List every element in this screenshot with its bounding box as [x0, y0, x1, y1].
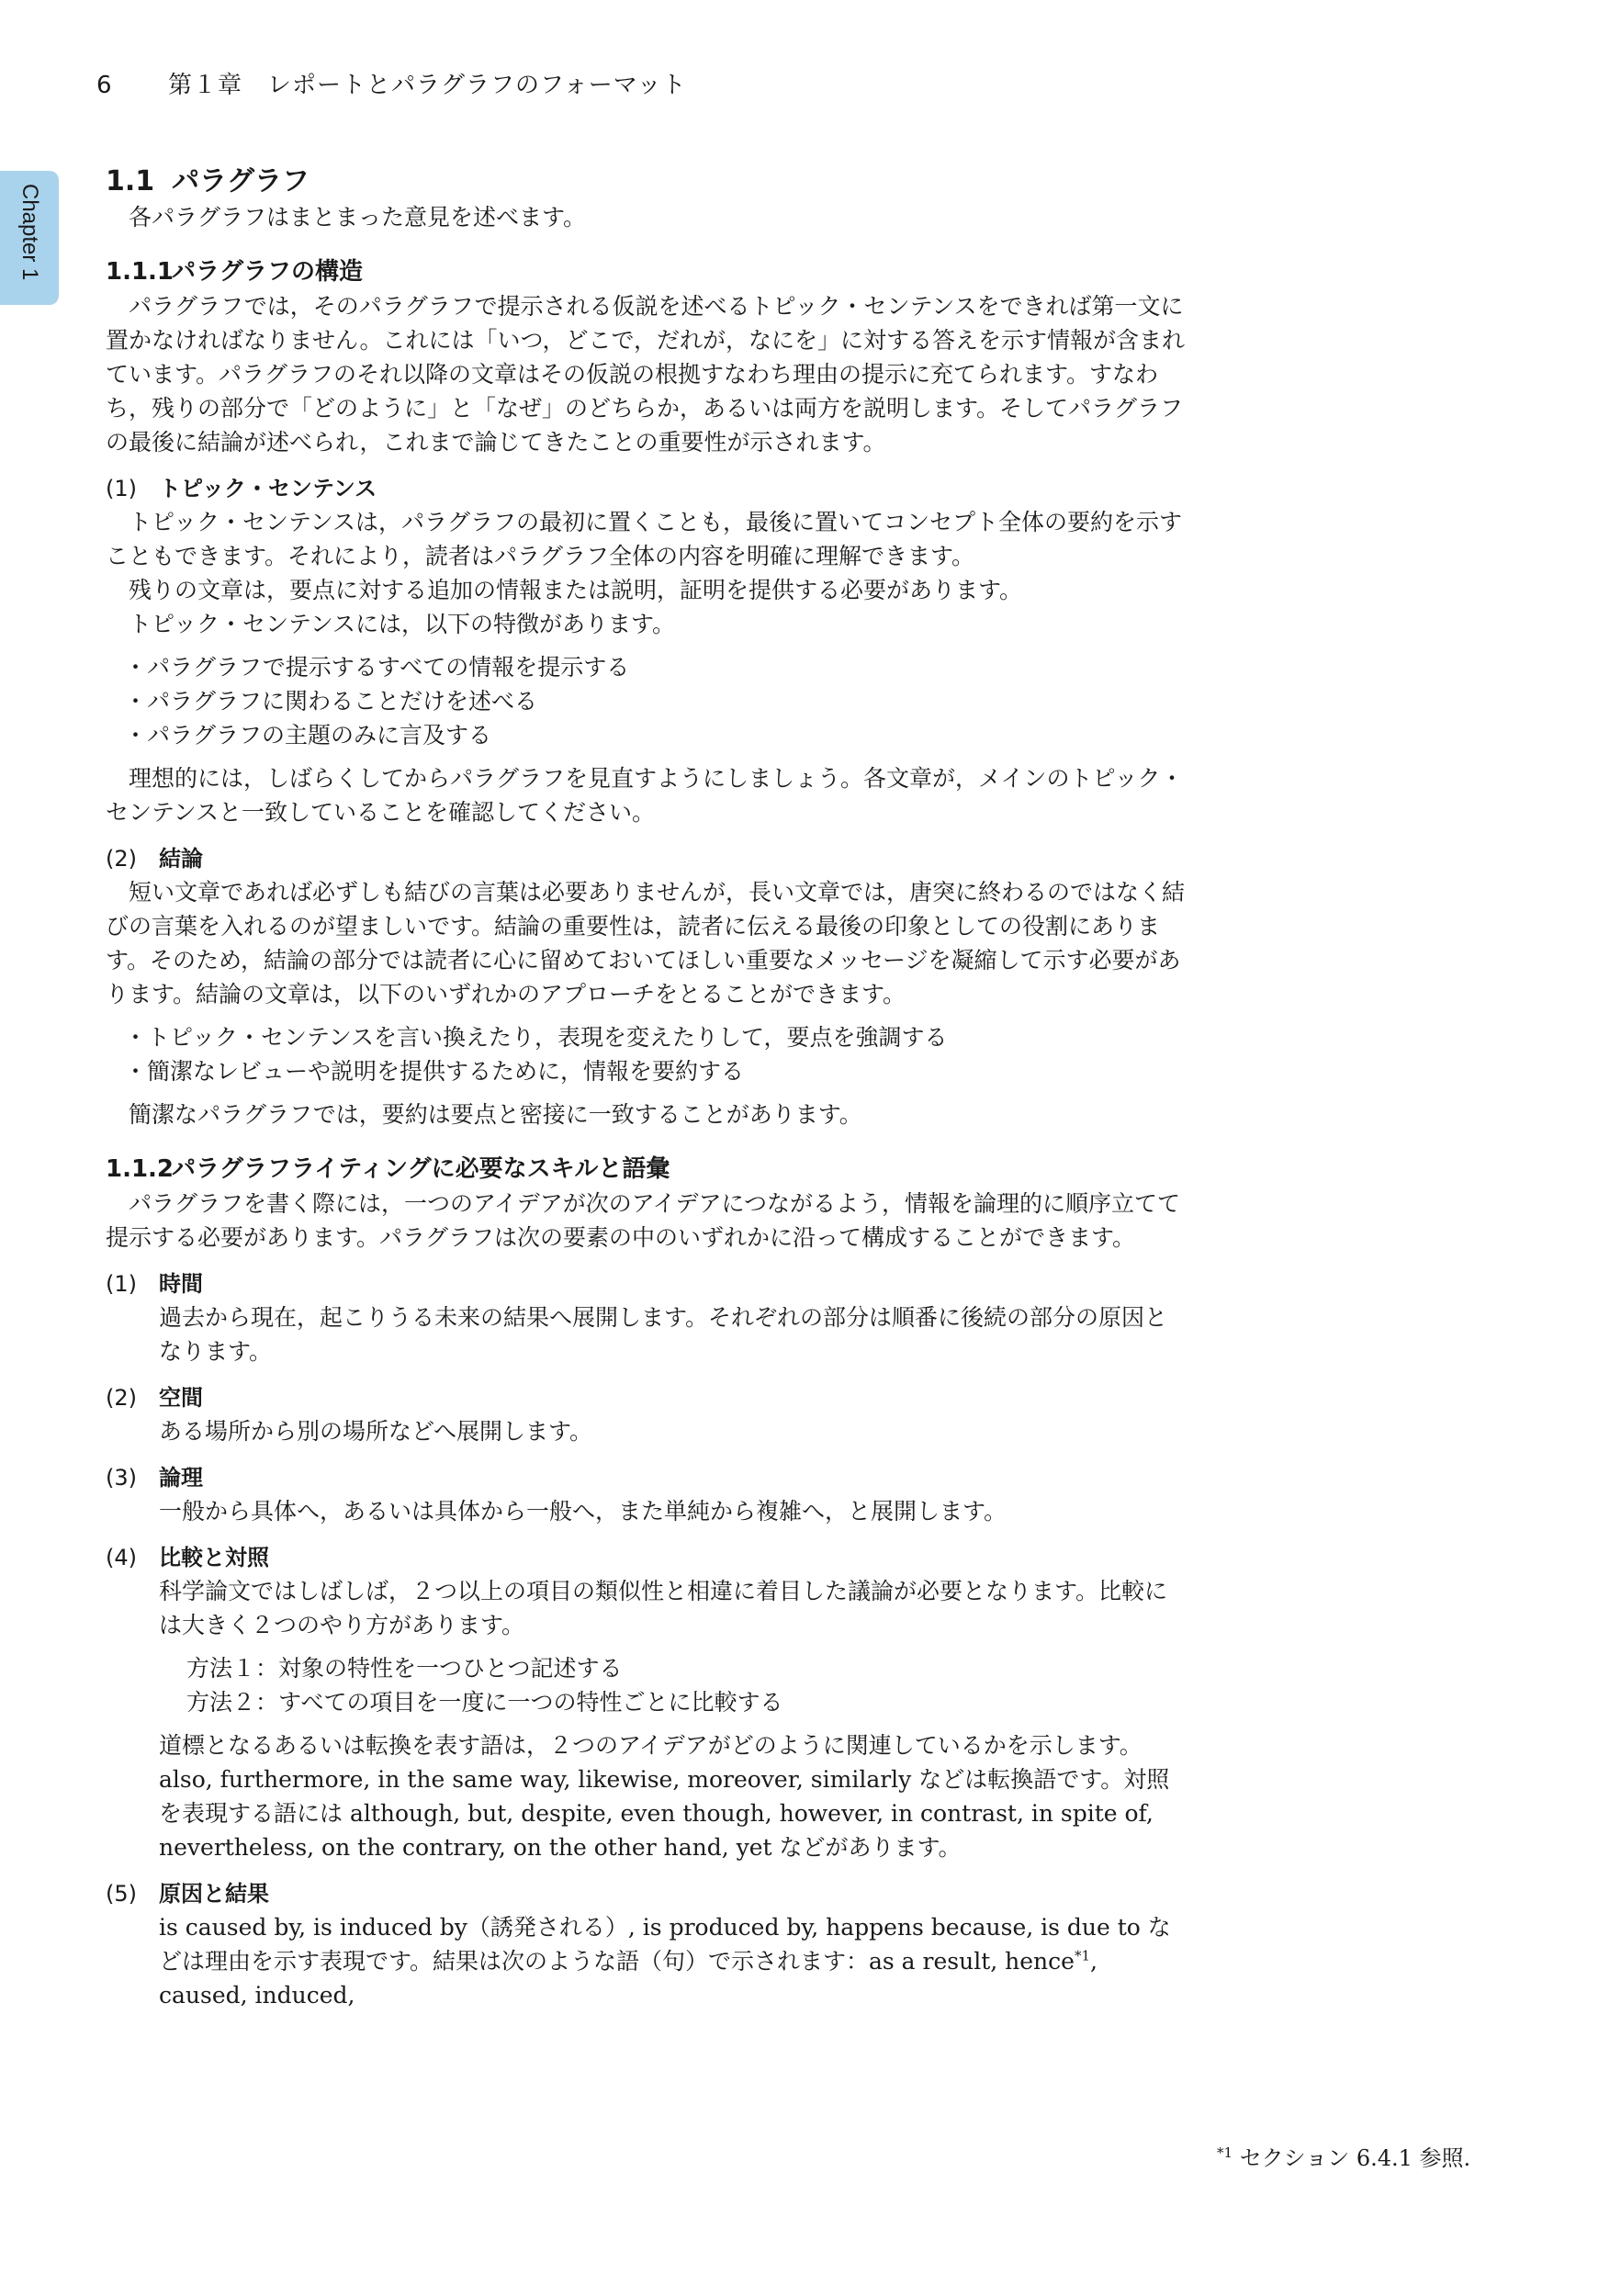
item-body: [106, 1574, 1189, 1864]
page-number: 6: [96, 72, 113, 99]
item-heading: [106, 1877, 1189, 1910]
list-item: ・ パラグラフに関わることだけを述べる: [124, 684, 1189, 718]
item-body: [106, 1414, 1189, 1448]
text-run: is caused by, is induced by（誘発される）, is produced by, happens because, is due to などは理由を示す表現です。結果は次のような語（句）で示されます：as a result, hence: [159, 1914, 1171, 1975]
item-body: [106, 1300, 1189, 1368]
item-number: (2): [106, 1385, 137, 1411]
section-number: 1.1: [106, 165, 155, 197]
paragraph: 短い文章であれば必ずしも結びの言葉は必要ありませんが，長い文章では，唐突に終わるのではなく結びの言葉を入れるのが望ましいです。結論の重要性は，読者に伝える最後の印象としての役割にあります。そのため，結論の部分では読者に心に留めておいてほしい重要なメッセージを凝縮して示す必要があります。結論の文章は，以下のいずれかのアプローチをとることができます。: [106, 879, 1186, 1007]
text-run: , caused, induced,: [159, 1948, 1098, 2009]
section-heading: [106, 163, 1189, 200]
paragraph: 理想的には，しばらくしてからパラグラフを見直すようにしましょう。各文章が，メインのトピック・センテンスと一致していることを確認してください。: [106, 765, 1184, 826]
item-heading: [106, 1461, 1189, 1494]
topic-title: トピック・センテンス: [159, 476, 377, 501]
subsection-title: パラグラフの構造: [172, 258, 364, 286]
conclusion-title: 結論: [159, 846, 203, 872]
item-title: 原因と結果: [159, 1881, 269, 1907]
item-title: 比較と対照: [159, 1545, 269, 1570]
item-number: (3): [106, 1465, 137, 1491]
item-number: (4): [106, 1545, 137, 1570]
running-head-title: 第１章 レポートとパラグラフのフォーマット: [168, 72, 687, 99]
subsection-title: パラグラフライティングに必要なスキルと語彙: [172, 1155, 670, 1183]
footnote: [1217, 2142, 1470, 2175]
paragraph: トピック・センテンスには，以下の特徴があります。: [129, 611, 676, 637]
section-intro: 各パラグラフはまとまった意見を述べます。: [129, 204, 587, 231]
method-line: 方法２：すべての項目を一度に一つの特性ごとに比較する: [186, 1689, 783, 1716]
item-body: [106, 1494, 1189, 1528]
paragraph: ある場所から別の場所などへ展開します。: [159, 1418, 593, 1445]
bullet-list: [106, 650, 1189, 752]
list-item: ・ パラグラフの主題のみに言及する: [124, 718, 1189, 752]
list-item: ・ トピック・センテンスを言い換えたり，表現を変えたりして，要点を強調する: [124, 1020, 1189, 1054]
paragraph: 過去から現在，起こりうる未来の結果へ展開します。それぞれの部分は順番に後続の部分の原因となります。: [159, 1304, 1168, 1365]
subsection-number: 1.1.1: [106, 258, 174, 286]
item-heading: [106, 1267, 1189, 1300]
paragraph: 道標となるあるいは転換を表す語は，２つのアイデアがどのように関連しているかを示します。also, furthermore, in the same way, likewise, moreover, similarly などは転換語です。対照を表現する語には although, but, despite, even though, however, in contrast, in spite of, nevertheless, on the contrary, on the other hand, yet などがあります。: [159, 1732, 1170, 1861]
paragraph: [159, 1910, 1189, 2012]
footnote-text: セクション 6.4.1 参照.: [1239, 2145, 1471, 2171]
item-body: [106, 1910, 1189, 2012]
item-heading: [106, 1541, 1189, 1574]
item-number: (5): [106, 1881, 137, 1907]
subsection-heading: [106, 1152, 1189, 1187]
list-item: ・ パラグラフで提示するすべての情報を提示する: [124, 650, 1189, 684]
paragraph: パラグラフを書く際には，一つのアイデアが次のアイデアにつながるよう，情報を論理的に順序立てて提示する必要があります。パラグラフは次の要素の中のいずれかに沿って構成することができます。: [106, 1190, 1181, 1251]
list-item: ・ 簡潔なレビューや説明を提供するために，情報を要約する: [124, 1054, 1189, 1088]
conclusion-heading: [106, 842, 1189, 875]
paragraph: 一般から具体へ，あるいは具体から一般へ，また単純から複雑へ，と展開します。: [159, 1498, 1007, 1525]
chapter-tab: [0, 171, 59, 305]
footnote-mark: *1: [1217, 2144, 1233, 2161]
subsection-heading: [106, 254, 1189, 289]
item-heading: [106, 1381, 1189, 1414]
main-content: [106, 163, 1189, 2012]
paragraph: 簡潔なパラグラフでは，要約は要点と密接に一致することがあります。: [129, 1101, 862, 1128]
item-title: 空間: [159, 1385, 203, 1411]
subsection-number: 1.1.2: [106, 1155, 174, 1183]
methods-list: [159, 1651, 1189, 1719]
method-line: 方法１：対象の特性を一つひとつ記述する: [186, 1655, 623, 1682]
chapter-tab-label: Chapter 1: [17, 184, 42, 281]
paragraph: 残りの文章は，要点に対する追加の情報または説明，証明を提供する必要があります。: [129, 577, 1023, 603]
paragraph: トピック・センテンスは，パラグラフの最初に置くことも，最後に置いてコンセプト全体の要約を示すこともできます。それにより，読者はパラグラフ全体の内容を明確に理解できます。: [106, 509, 1183, 569]
item-title: 時間: [159, 1271, 203, 1297]
paragraph: 科学論文ではしばしば，２つ以上の項目の類似性と相違に着目した議論が必要となります。比較には大きく２つのやり方があります。: [159, 1578, 1168, 1638]
bullet-list: [106, 1020, 1189, 1088]
running-head: [96, 66, 687, 100]
paragraph: パラグラフでは，そのパラグラフで提示される仮説を述べるトピック・センテンスをできれば第一文に置かなければなりません。これには「いつ，どこで，だれが，なにを」に対する答えを示す情報が含まれています。パラグラフのそれ以降の文章はその仮説の根拠すなわち理由の提示に充てられます。すなわち，残りの部分で「どのように」と「なぜ」のどちらか，あるいは両方を説明します。そしてパラグラフの最後に結論が述べられ，これまで論じてきたことの重要性が示されます。: [106, 293, 1186, 456]
item-title: 論理: [159, 1465, 203, 1491]
item-number: (1): [106, 476, 137, 501]
item-number: (2): [106, 846, 137, 872]
item-number: (1): [106, 1271, 137, 1297]
footnote-marker[interactable]: *1: [1074, 1947, 1090, 1964]
topic-heading: [106, 472, 1189, 505]
section-title: パラグラフ: [172, 165, 310, 197]
